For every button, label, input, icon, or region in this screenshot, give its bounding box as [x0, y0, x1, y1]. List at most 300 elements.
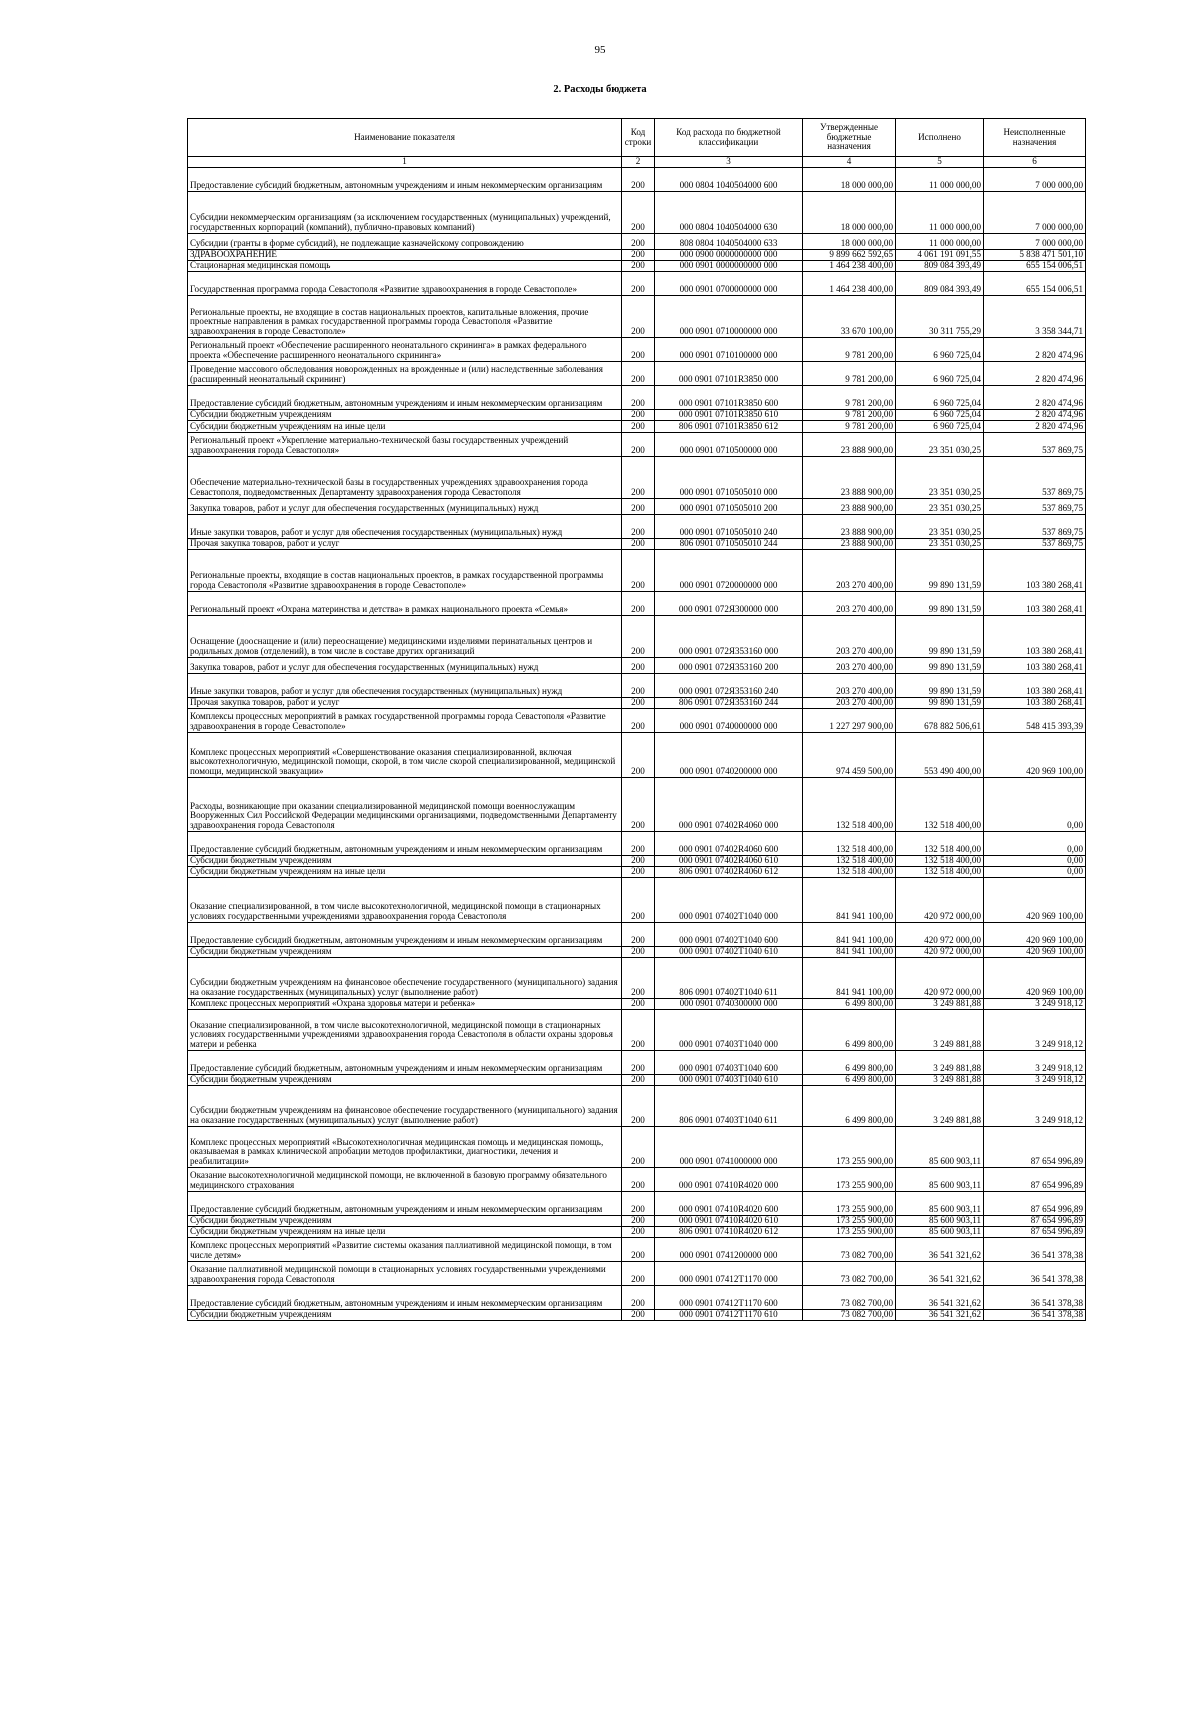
table-row: [188, 550, 1086, 592]
row-approved: 203 270 400,00: [803, 592, 896, 616]
row-approved: 9 781 200,00: [803, 386, 896, 410]
row-line-code: 200: [622, 709, 655, 733]
row-executed: 11 000 000,00: [896, 168, 984, 192]
row-name: Субсидии бюджетным учреждениям на иные цели: [188, 1227, 622, 1238]
row-approved: 1 227 297 900,00: [803, 709, 896, 733]
row-name: Прочая закупка товаров, работ и услуг: [188, 539, 622, 550]
row-line-code: 200: [622, 421, 655, 433]
row-approved: 23 888 900,00: [803, 433, 896, 457]
row-name: Комплекс процессных мероприятий «Развитие системы оказания паллиативной медицинской помощи, в том числе детям»: [188, 1238, 622, 1262]
row-expense-code: 806 0901 07403Т1040 611: [655, 1086, 803, 1127]
row-name: Субсидии бюджетным учреждениям: [188, 856, 622, 867]
row-approved: 841 941 100,00: [803, 923, 896, 947]
row-name: Проведение массового обследования новорожденных на врожденные и (или) наследственные заболевания (расширенный неонатальный скрининг): [188, 362, 622, 386]
row-line-code: 200: [622, 1238, 655, 1262]
row-executed: 99 890 131,59: [896, 674, 984, 698]
row-executed: 30 311 755,29: [896, 296, 984, 338]
row-name: Субсидии бюджетным учреждениям: [188, 947, 622, 958]
row-name: Комплексы процессных мероприятий в рамках государственной программы города Севастополя «Развитие здравоохранения в городе Севастополе»: [188, 709, 622, 733]
row-executed: 85 600 903,11: [896, 1127, 984, 1168]
row-approved: 73 082 700,00: [803, 1286, 896, 1310]
table-row: [188, 1010, 1086, 1051]
column-number: 6: [984, 157, 1086, 168]
row-executed: 3 249 881,88: [896, 1051, 984, 1075]
row-line-code: 200: [622, 878, 655, 923]
row-approved: 33 670 100,00: [803, 296, 896, 338]
row-remaining: 2 820 474,96: [984, 338, 1086, 362]
table-row: [188, 296, 1086, 338]
table-row: [188, 616, 1086, 658]
row-expense-code: 000 0901 07101R3850 600: [655, 386, 803, 410]
row-name: Субсидии бюджетным учреждениям на финансовое обеспечение государственного (муниципального) задания на оказание государственных (муниципальных) услуг (выполнение работ): [188, 958, 622, 999]
row-approved: 23 888 900,00: [803, 457, 896, 499]
row-approved: 1 464 238 400,00: [803, 272, 896, 296]
row-approved: 132 518 400,00: [803, 856, 896, 867]
row-executed: 132 518 400,00: [896, 778, 984, 832]
header-remaining: Неисполненные назначения: [984, 119, 1086, 157]
page-number: 95: [594, 44, 606, 56]
row-name: Предоставление субсидий бюджетным, автономным учреждениям и иным некоммерческим организациям: [188, 923, 622, 947]
row-executed: 23 351 030,25: [896, 457, 984, 499]
row-executed: 132 518 400,00: [896, 856, 984, 867]
table-row: [188, 867, 1086, 878]
row-name: Субсидии (гранты в форме субсидий), не подлежащие казначейскому сопровождению: [188, 234, 622, 250]
row-remaining: 3 249 918,12: [984, 999, 1086, 1010]
row-line-code: 200: [622, 1310, 655, 1321]
row-approved: 173 255 900,00: [803, 1216, 896, 1227]
row-name: Региональные проекты, входящие в состав национальных проектов, в рамках государственной программы города Севастополя «Развитие здравоохранения в городе Севастополе»: [188, 550, 622, 592]
table-row: [188, 1227, 1086, 1238]
row-executed: 99 890 131,59: [896, 616, 984, 658]
row-executed: 6 960 725,04: [896, 410, 984, 421]
table-row: [188, 1216, 1086, 1227]
row-remaining: 2 820 474,96: [984, 410, 1086, 421]
row-remaining: 103 380 268,41: [984, 674, 1086, 698]
row-expense-code: 000 0901 07412Т1170 610: [655, 1310, 803, 1321]
table-row: [188, 338, 1086, 362]
row-name: Региональные проекты, не входящие в состав национальных проектов, капитальные вложения, прочие проектные направления в рамках государственной программы города Севастополя «Развитие здравоохранения в городе Севастополе»: [188, 296, 622, 338]
row-name: Предоставление субсидий бюджетным, автономным учреждениям и иным некоммерческим организациям: [188, 168, 622, 192]
table-row: [188, 958, 1086, 999]
row-name: Оснащение (дооснащение и (или) переоснащение) медицинскими изделиями перинатальных центров и родильных домов (отделений), в том числе в составе других организаций: [188, 616, 622, 658]
row-approved: 9 781 200,00: [803, 362, 896, 386]
table-row: [188, 1238, 1086, 1262]
table-row: [188, 1286, 1086, 1310]
row-executed: 3 249 881,88: [896, 1075, 984, 1086]
row-line-code: 200: [622, 362, 655, 386]
row-line-code: 200: [622, 947, 655, 958]
row-approved: 73 082 700,00: [803, 1262, 896, 1286]
row-expense-code: 000 0901 07402Т1040 600: [655, 923, 803, 947]
row-expense-code: 000 0901 07402Т1040 000: [655, 878, 803, 923]
row-expense-code: 806 0901 07402Т1040 611: [655, 958, 803, 999]
row-executed: 11 000 000,00: [896, 192, 984, 234]
row-expense-code: 000 0901 072Я353160 240: [655, 674, 803, 698]
row-executed: 23 351 030,25: [896, 499, 984, 515]
row-executed: 23 351 030,25: [896, 539, 984, 550]
row-name: Субсидии бюджетным учреждениям на финансовое обеспечение государственного (муниципального) задания на оказание государственных (муниципальных) услуг (выполнение работ): [188, 1086, 622, 1127]
row-expense-code: 806 0901 07402R4060 612: [655, 867, 803, 878]
row-expense-code: 000 0901 07410R4020 000: [655, 1168, 803, 1192]
row-line-code: 200: [622, 457, 655, 499]
row-name: Субсидии бюджетным учреждениям на иные цели: [188, 421, 622, 433]
row-executed: 36 541 321,62: [896, 1310, 984, 1321]
row-remaining: 87 654 996,89: [984, 1192, 1086, 1216]
header-line-code: Код строки: [622, 119, 655, 157]
row-approved: 132 518 400,00: [803, 832, 896, 856]
row-expense-code: 806 0901 072Я353160 244: [655, 698, 803, 709]
row-expense-code: 000 0901 0741200000 000: [655, 1238, 803, 1262]
table-row: [188, 1086, 1086, 1127]
row-expense-code: 000 0901 07101R3850 610: [655, 410, 803, 421]
row-expense-code: 000 0901 07402Т1040 610: [655, 947, 803, 958]
row-name: Иные закупки товаров, работ и услуг для обеспечения государственных (муниципальных) нужд: [188, 674, 622, 698]
row-name: Прочая закупка товаров, работ и услуг: [188, 698, 622, 709]
row-approved: 73 082 700,00: [803, 1310, 896, 1321]
table-row: [188, 250, 1086, 261]
table-row: [188, 1310, 1086, 1321]
row-name: Обеспечение материально-технической базы в государственных учреждениях здравоохранения города Севастополя, подведомственных Департаменту здравоохранения города Севастополя: [188, 457, 622, 499]
column-number: 2: [622, 157, 655, 168]
row-expense-code: 000 0901 07101R3850 000: [655, 362, 803, 386]
row-approved: 9 781 200,00: [803, 421, 896, 433]
row-name: Региональный проект «Охрана материнства и детства» в рамках национального проекта «Семья»: [188, 592, 622, 616]
row-expense-code: 000 0901 07402R4060 600: [655, 832, 803, 856]
section-title: 2. Расходы бюджета: [553, 84, 647, 95]
row-line-code: 200: [622, 674, 655, 698]
row-line-code: 200: [622, 958, 655, 999]
row-remaining: 0,00: [984, 867, 1086, 878]
row-name: Закупка товаров, работ и услуг для обеспечения государственных (муниципальных) нужд: [188, 658, 622, 674]
row-line-code: 200: [622, 250, 655, 261]
row-executed: 678 882 506,61: [896, 709, 984, 733]
table-row: [188, 168, 1086, 192]
row-executed: 6 960 725,04: [896, 362, 984, 386]
row-approved: 6 499 800,00: [803, 1051, 896, 1075]
row-line-code: 200: [622, 1216, 655, 1227]
row-name: Субсидии бюджетным учреждениям: [188, 1310, 622, 1321]
row-remaining: 103 380 268,41: [984, 698, 1086, 709]
row-remaining: 103 380 268,41: [984, 550, 1086, 592]
table-row: [188, 457, 1086, 499]
row-line-code: 200: [622, 550, 655, 592]
row-remaining: 537 869,75: [984, 499, 1086, 515]
row-name: Оказание специализированной, в том числе высокотехнологичной, медицинской помощи в стационарных условиях государственными учреждениями здравоохранения города Севастополя в области охраны здоровья матери и ребенка: [188, 1010, 622, 1051]
table-row: [188, 878, 1086, 923]
row-line-code: 200: [622, 1227, 655, 1238]
row-approved: 203 270 400,00: [803, 674, 896, 698]
row-approved: 73 082 700,00: [803, 1238, 896, 1262]
row-executed: 3 249 881,88: [896, 1010, 984, 1051]
row-line-code: 200: [622, 272, 655, 296]
row-expense-code: 000 0901 0710100000 000: [655, 338, 803, 362]
row-remaining: 0,00: [984, 778, 1086, 832]
row-remaining: 2 820 474,96: [984, 362, 1086, 386]
row-name: Государственная программа города Севастополя «Развитие здравоохранения в городе Севастополе»: [188, 272, 622, 296]
column-number: 3: [655, 157, 803, 168]
row-approved: 6 499 800,00: [803, 1010, 896, 1051]
row-expense-code: 000 0901 07402R4060 000: [655, 778, 803, 832]
row-expense-code: 808 0804 1040504000 633: [655, 234, 803, 250]
row-remaining: 0,00: [984, 856, 1086, 867]
row-remaining: 420 969 100,00: [984, 923, 1086, 947]
row-executed: 85 600 903,11: [896, 1216, 984, 1227]
row-approved: 9 781 200,00: [803, 410, 896, 421]
row-remaining: 103 380 268,41: [984, 592, 1086, 616]
table-row: [188, 192, 1086, 234]
row-executed: 3 249 881,88: [896, 1086, 984, 1127]
row-remaining: 103 380 268,41: [984, 658, 1086, 674]
column-number: 5: [896, 157, 984, 168]
column-number: 4: [803, 157, 896, 168]
row-name: Предоставление субсидий бюджетным, автономным учреждениям и иным некоммерческим организациям: [188, 1192, 622, 1216]
row-approved: 1 464 238 400,00: [803, 261, 896, 272]
row-line-code: 200: [622, 1051, 655, 1075]
table-row: [188, 410, 1086, 421]
row-expense-code: 000 0901 0741000000 000: [655, 1127, 803, 1168]
row-remaining: 3 358 344,71: [984, 296, 1086, 338]
row-executed: 420 972 000,00: [896, 947, 984, 958]
row-name: Субсидии бюджетным учреждениям: [188, 410, 622, 421]
row-executed: 809 084 393,49: [896, 261, 984, 272]
row-expense-code: 000 0901 07412Т1170 600: [655, 1286, 803, 1310]
row-expense-code: 000 0901 072Я353160 000: [655, 616, 803, 658]
row-approved: 203 270 400,00: [803, 698, 896, 709]
row-line-code: 200: [622, 386, 655, 410]
row-remaining: 7 000 000,00: [984, 168, 1086, 192]
table-header-row: [188, 119, 1086, 157]
row-approved: 23 888 900,00: [803, 515, 896, 539]
row-name: ЗДРАВООХРАНЕНИЕ: [188, 250, 622, 261]
row-line-code: 200: [622, 515, 655, 539]
table-row: [188, 421, 1086, 433]
row-remaining: 103 380 268,41: [984, 616, 1086, 658]
row-executed: 3 249 881,88: [896, 999, 984, 1010]
column-number-row: [188, 157, 1086, 168]
row-executed: 4 061 191 091,55: [896, 250, 984, 261]
row-approved: 203 270 400,00: [803, 616, 896, 658]
row-name: Оказание высокотехнологичной медицинской помощи, не включенной в базовую программу обязательного медицинского страхования: [188, 1168, 622, 1192]
table-row: [188, 1051, 1086, 1075]
row-remaining: 655 154 006,51: [984, 261, 1086, 272]
row-approved: 23 888 900,00: [803, 499, 896, 515]
row-remaining: 7 000 000,00: [984, 234, 1086, 250]
row-executed: 99 890 131,59: [896, 658, 984, 674]
row-executed: 36 541 321,62: [896, 1262, 984, 1286]
table-row: [188, 386, 1086, 410]
row-expense-code: 000 0901 0710505010 000: [655, 457, 803, 499]
table-row: [188, 1262, 1086, 1286]
row-approved: 841 941 100,00: [803, 878, 896, 923]
row-name: Региональный проект «Укрепление материально-технической базы государственных учреждений здравоохранения города Севастополя»: [188, 433, 622, 457]
row-expense-code: 000 0901 0740300000 000: [655, 999, 803, 1010]
table-row: [188, 999, 1086, 1010]
row-line-code: 200: [622, 1168, 655, 1192]
header-name: Наименование показателя: [188, 119, 622, 157]
row-name: Комплекс процессных мероприятий «Охрана здоровья матери и ребенка»: [188, 999, 622, 1010]
row-expense-code: 000 0901 072Я353160 200: [655, 658, 803, 674]
row-executed: 11 000 000,00: [896, 234, 984, 250]
table-row: [188, 272, 1086, 296]
row-remaining: 2 820 474,96: [984, 386, 1086, 410]
table-row: [188, 947, 1086, 958]
table-body: [188, 168, 1086, 1321]
row-remaining: 420 969 100,00: [984, 958, 1086, 999]
row-remaining: 420 969 100,00: [984, 947, 1086, 958]
row-name: Субсидии бюджетным учреждениям: [188, 1216, 622, 1227]
table-row: [188, 261, 1086, 272]
row-line-code: 200: [622, 1192, 655, 1216]
row-approved: 203 270 400,00: [803, 550, 896, 592]
row-line-code: 200: [622, 856, 655, 867]
table-row: [188, 499, 1086, 515]
row-name: Субсидии бюджетным учреждениям: [188, 1075, 622, 1086]
row-approved: 6 499 800,00: [803, 999, 896, 1010]
row-line-code: 200: [622, 698, 655, 709]
row-approved: 841 941 100,00: [803, 947, 896, 958]
row-executed: 132 518 400,00: [896, 867, 984, 878]
row-name: Расходы, возникающие при оказании специализированной медицинской помощи военнослужащим Вооруженных Сил Российской Федерации медицинскими организациями, подведомственными Департаменту здравоохранения города Севастополя: [188, 778, 622, 832]
row-line-code: 200: [622, 592, 655, 616]
row-approved: 18 000 000,00: [803, 168, 896, 192]
row-name: Стационарная медицинская помощь: [188, 261, 622, 272]
row-remaining: 537 869,75: [984, 539, 1086, 550]
row-remaining: 2 820 474,96: [984, 421, 1086, 433]
row-name: Комплекс процессных мероприятий «Высокотехнологичная медицинская помощь и медицинская помощь, оказываемая в рамках клинической апробации методов профилактики, диагностики, лечения и реабилитации»: [188, 1127, 622, 1168]
row-expense-code: 000 0901 07410R4020 610: [655, 1216, 803, 1227]
row-remaining: 3 249 918,12: [984, 1086, 1086, 1127]
row-approved: 841 941 100,00: [803, 958, 896, 999]
row-expense-code: 000 0901 072Я300000 000: [655, 592, 803, 616]
table-row: [188, 362, 1086, 386]
row-line-code: 200: [622, 234, 655, 250]
table-row: [188, 515, 1086, 539]
row-line-code: 200: [622, 832, 655, 856]
row-expense-code: 000 0901 07402R4060 610: [655, 856, 803, 867]
row-expense-code: 000 0901 0710500000 000: [655, 433, 803, 457]
row-expense-code: 000 0901 07403Т1040 000: [655, 1010, 803, 1051]
row-expense-code: 000 0901 0740200000 000: [655, 733, 803, 778]
row-expense-code: 000 0901 07403Т1040 610: [655, 1075, 803, 1086]
row-executed: 420 972 000,00: [896, 878, 984, 923]
table-row: [188, 923, 1086, 947]
column-number: 1: [188, 157, 622, 168]
row-name: Иные закупки товаров, работ и услуг для обеспечения государственных (муниципальных) нужд: [188, 515, 622, 539]
table-row: [188, 1192, 1086, 1216]
table-row: [188, 592, 1086, 616]
row-line-code: 200: [622, 733, 655, 778]
row-line-code: 200: [622, 999, 655, 1010]
row-expense-code: 000 0901 0000000000 000: [655, 261, 803, 272]
row-remaining: 36 541 378,38: [984, 1286, 1086, 1310]
table-row: [188, 433, 1086, 457]
row-line-code: 200: [622, 539, 655, 550]
row-executed: 420 972 000,00: [896, 923, 984, 947]
row-expense-code: 000 0901 0700000000 000: [655, 272, 803, 296]
row-line-code: 200: [622, 923, 655, 947]
row-executed: 36 541 321,62: [896, 1286, 984, 1310]
row-line-code: 200: [622, 867, 655, 878]
row-approved: 173 255 900,00: [803, 1127, 896, 1168]
row-remaining: 537 869,75: [984, 457, 1086, 499]
row-line-code: 200: [622, 499, 655, 515]
row-remaining: 537 869,75: [984, 515, 1086, 539]
row-approved: 6 499 800,00: [803, 1075, 896, 1086]
row-line-code: 200: [622, 658, 655, 674]
table-row: [188, 674, 1086, 698]
row-expense-code: 000 0901 07403Т1040 600: [655, 1051, 803, 1075]
row-executed: 85 600 903,11: [896, 1192, 984, 1216]
table-row: [188, 1127, 1086, 1168]
row-name: Субсидии бюджетным учреждениям на иные цели: [188, 867, 622, 878]
row-name: Региональный проект «Обеспечение расширенного неонатального скрининга» в рамках федерального проекта «Обеспечение расширенного неонатального скрининга»: [188, 338, 622, 362]
row-approved: 6 499 800,00: [803, 1086, 896, 1127]
row-name: Оказание специализированной, в том числе высокотехнологичной, медицинской помощи в стационарных условиях государственными учреждениями здравоохранения города Севастополя: [188, 878, 622, 923]
row-approved: 132 518 400,00: [803, 778, 896, 832]
row-executed: 553 490 400,00: [896, 733, 984, 778]
row-approved: 203 270 400,00: [803, 658, 896, 674]
row-approved: 18 000 000,00: [803, 192, 896, 234]
row-approved: 173 255 900,00: [803, 1227, 896, 1238]
table-row: [188, 1075, 1086, 1086]
row-expense-code: 806 0901 07410R4020 612: [655, 1227, 803, 1238]
row-remaining: 87 654 996,89: [984, 1227, 1086, 1238]
row-name: Субсидии некоммерческим организациям (за исключением государственных (муниципальных) учреждений, государственных корпораций (компаний), публично-правовых компаний): [188, 192, 622, 234]
row-remaining: 548 415 393,39: [984, 709, 1086, 733]
row-approved: 9 899 662 592,65: [803, 250, 896, 261]
header-executed: Исполнено: [896, 119, 984, 157]
row-line-code: 200: [622, 1075, 655, 1086]
row-executed: 85 600 903,11: [896, 1168, 984, 1192]
table-row: [188, 1168, 1086, 1192]
row-executed: 6 960 725,04: [896, 421, 984, 433]
table-row: [188, 234, 1086, 250]
row-remaining: 87 654 996,89: [984, 1127, 1086, 1168]
row-name: Закупка товаров, работ и услуг для обеспечения государственных (муниципальных) нужд: [188, 499, 622, 515]
row-remaining: 7 000 000,00: [984, 192, 1086, 234]
row-line-code: 200: [622, 192, 655, 234]
row-remaining: 420 969 100,00: [984, 878, 1086, 923]
row-remaining: 36 541 378,38: [984, 1310, 1086, 1321]
row-expense-code: 806 0901 0710505010 244: [655, 539, 803, 550]
row-expense-code: 000 0901 0710505010 200: [655, 499, 803, 515]
row-executed: 420 972 000,00: [896, 958, 984, 999]
table-row: [188, 658, 1086, 674]
row-approved: 173 255 900,00: [803, 1168, 896, 1192]
row-approved: 974 459 500,00: [803, 733, 896, 778]
row-remaining: 420 969 100,00: [984, 733, 1086, 778]
row-name: Комплекс процессных мероприятий «Совершенствование оказания специализированной, включая высокотехнологичную, медицинской помощи, скорой, в том числе скорой специализированной, медицинской помощи, медицинской эвакуации»: [188, 733, 622, 778]
row-name: Предоставление субсидий бюджетным, автономным учреждениям и иным некоммерческим организациям: [188, 832, 622, 856]
table-row: [188, 856, 1086, 867]
row-executed: 6 960 725,04: [896, 386, 984, 410]
row-line-code: 200: [622, 261, 655, 272]
row-line-code: 200: [622, 1262, 655, 1286]
row-expense-code: 000 0901 0740000000 000: [655, 709, 803, 733]
row-approved: 23 888 900,00: [803, 539, 896, 550]
row-executed: 6 960 725,04: [896, 338, 984, 362]
table-row: [188, 832, 1086, 856]
row-remaining: 5 838 471 501,10: [984, 250, 1086, 261]
row-line-code: 200: [622, 1086, 655, 1127]
header-expense-code: Код расхода по бюджетной классификации: [655, 119, 803, 157]
row-line-code: 200: [622, 338, 655, 362]
row-remaining: 3 249 918,12: [984, 1010, 1086, 1051]
row-approved: 173 255 900,00: [803, 1192, 896, 1216]
row-expense-code: 000 0900 0000000000 000: [655, 250, 803, 261]
row-expense-code: 000 0901 07412Т1170 000: [655, 1262, 803, 1286]
row-approved: 9 781 200,00: [803, 338, 896, 362]
